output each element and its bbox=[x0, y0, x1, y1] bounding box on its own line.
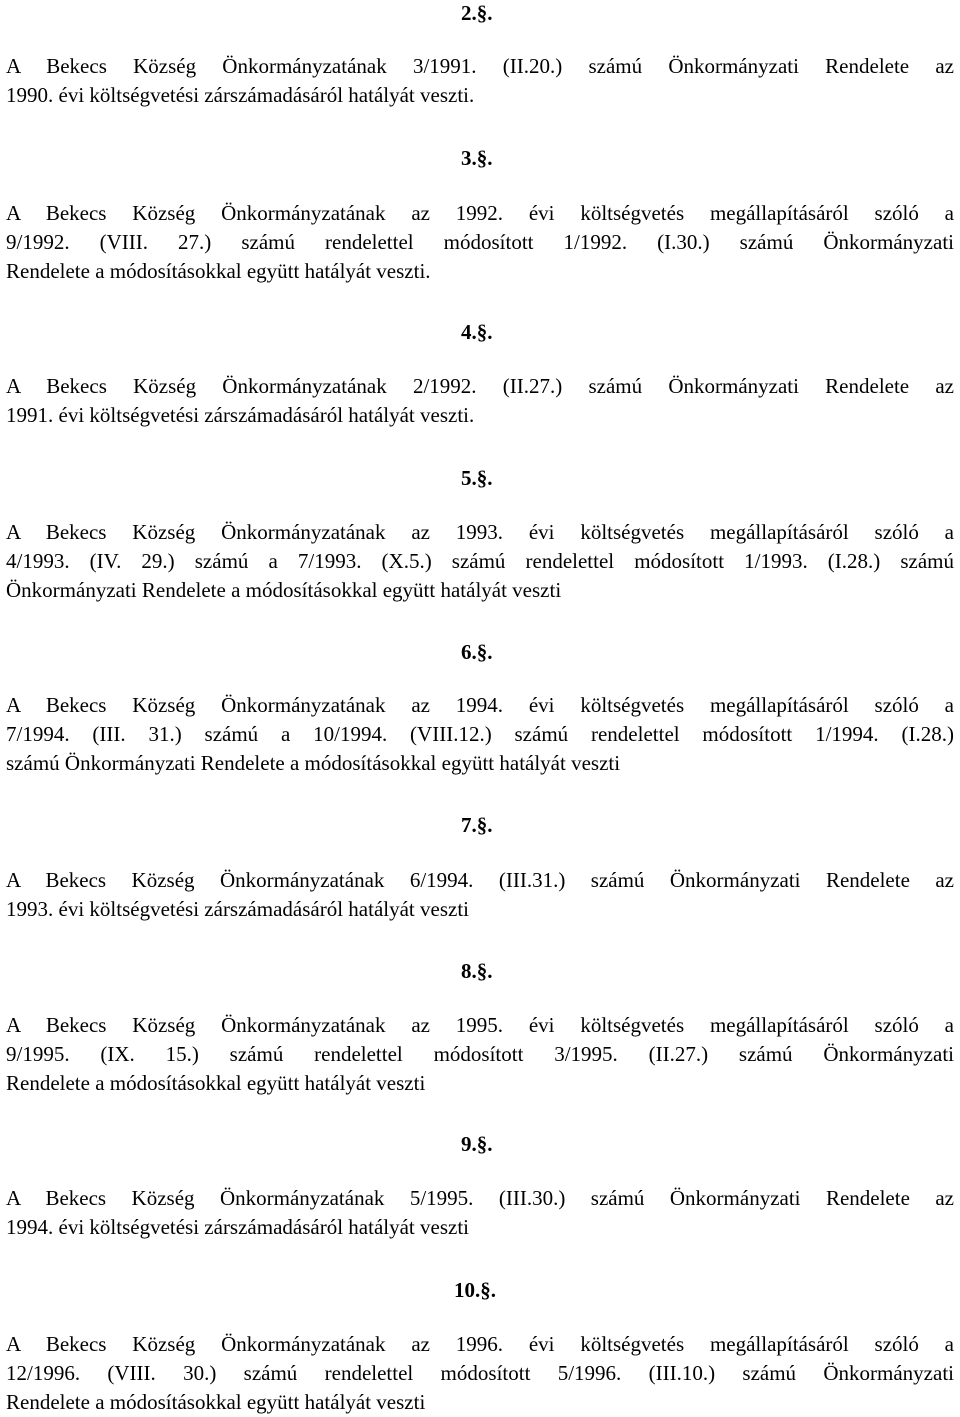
paragraph-line: 1991. évi költségvetési zárszámadásáról hatályát veszti. bbox=[6, 403, 475, 427]
section-paragraph-10 bbox=[6, 1330, 954, 1417]
paragraph-line: Rendelete a módosításokkal együtt hatályát veszti bbox=[6, 1390, 426, 1414]
paragraph-line: A Bekecs Község Önkormányzatának 3/1991. (II.20.) számú Önkormányzati Rendelete az bbox=[6, 54, 954, 78]
paragraph-line: 7/1994. (III. 31.) számú a 10/1994. (VIII.12.) számú rendelettel módosított 1/1994. (I.28.) bbox=[6, 722, 954, 746]
section-paragraph-3 bbox=[6, 199, 954, 286]
section-paragraph-5 bbox=[6, 518, 954, 605]
paragraph-line: 9/1995. (IX. 15.) számú rendelettel módosított 3/1995. (II.27.) számú Önkormányzati bbox=[6, 1042, 954, 1066]
paragraph-line: 1994. évi költségvetési zárszámadásáról hatályát veszti bbox=[6, 1215, 469, 1239]
section-paragraph-7 bbox=[6, 866, 954, 924]
section-heading-2: 2.§. bbox=[461, 1, 493, 25]
section-heading-8: 8.§. bbox=[461, 959, 493, 983]
paragraph-line: Rendelete a módosításokkal együtt hatályát veszti bbox=[6, 1071, 426, 1095]
paragraph-line: 9/1992. (VIII. 27.) számú rendelettel módosított 1/1992. (I.30.) számú Önkormányzati bbox=[6, 230, 954, 254]
section-heading-5: 5.§. bbox=[461, 466, 493, 490]
section-heading-10: 10.§. bbox=[454, 1278, 496, 1302]
paragraph-line: A Bekecs Község Önkormányzatának 6/1994. (III.31.) számú Önkormányzati Rendelete az bbox=[6, 868, 954, 892]
section-heading-6: 6.§. bbox=[461, 640, 493, 664]
section-paragraph-6 bbox=[6, 691, 954, 778]
paragraph-line: 1990. évi költségvetési zárszámadásáról hatályát veszti. bbox=[6, 83, 475, 107]
paragraph-line: számú Önkormányzati Rendelete a módosításokkal együtt hatályát veszti bbox=[6, 751, 621, 775]
paragraph-line: A Bekecs Község Önkormányzatának 5/1995. (III.30.) számú Önkormányzati Rendelete az bbox=[6, 1186, 954, 1210]
section-heading-3: 3.§. bbox=[461, 146, 493, 170]
paragraph-line: Önkormányzati Rendelete a módosításokkal együtt hatályát veszti bbox=[6, 578, 562, 602]
paragraph-line: Rendelete a módosításokkal együtt hatályát veszti. bbox=[6, 259, 431, 283]
paragraph-line: A Bekecs Község Önkormányzatának az 1994. évi költségvetés megállapításáról szóló a bbox=[6, 693, 954, 717]
section-paragraph-2 bbox=[6, 52, 954, 110]
section-paragraph-8 bbox=[6, 1011, 954, 1098]
section-heading-4: 4.§. bbox=[461, 320, 493, 344]
section-paragraph-4 bbox=[6, 372, 954, 430]
paragraph-line: 12/1996. (VIII. 30.) számú rendelettel módosított 5/1996. (III.10.) számú Önkormányzati bbox=[6, 1361, 954, 1385]
paragraph-line: 4/1993. (IV. 29.) számú a 7/1993. (X.5.) számú rendelettel módosított 1/1993. (I.28.) számú bbox=[6, 549, 954, 573]
paragraph-line: A Bekecs Község Önkormányzatának az 1992. évi költségvetés megállapításáról szóló a bbox=[6, 201, 954, 225]
paragraph-line: A Bekecs Község Önkormányzatának az 1993. évi költségvetés megállapításáról szóló a bbox=[6, 520, 954, 544]
paragraph-line: 1993. évi költségvetési zárszámadásáról hatályát veszti bbox=[6, 897, 469, 921]
paragraph-line: A Bekecs Község Önkormányzatának az 1995. évi költségvetés megállapításáról szóló a bbox=[6, 1013, 954, 1037]
section-heading-9: 9.§. bbox=[461, 1132, 493, 1156]
paragraph-line: A Bekecs Község Önkormányzatának az 1996. évi költségvetés megállapításáról szóló a bbox=[6, 1332, 954, 1356]
section-paragraph-9 bbox=[6, 1184, 954, 1242]
section-heading-7: 7.§. bbox=[461, 813, 493, 837]
paragraph-line: A Bekecs Község Önkormányzatának 2/1992. (II.27.) számú Önkormányzati Rendelete az bbox=[6, 374, 954, 398]
